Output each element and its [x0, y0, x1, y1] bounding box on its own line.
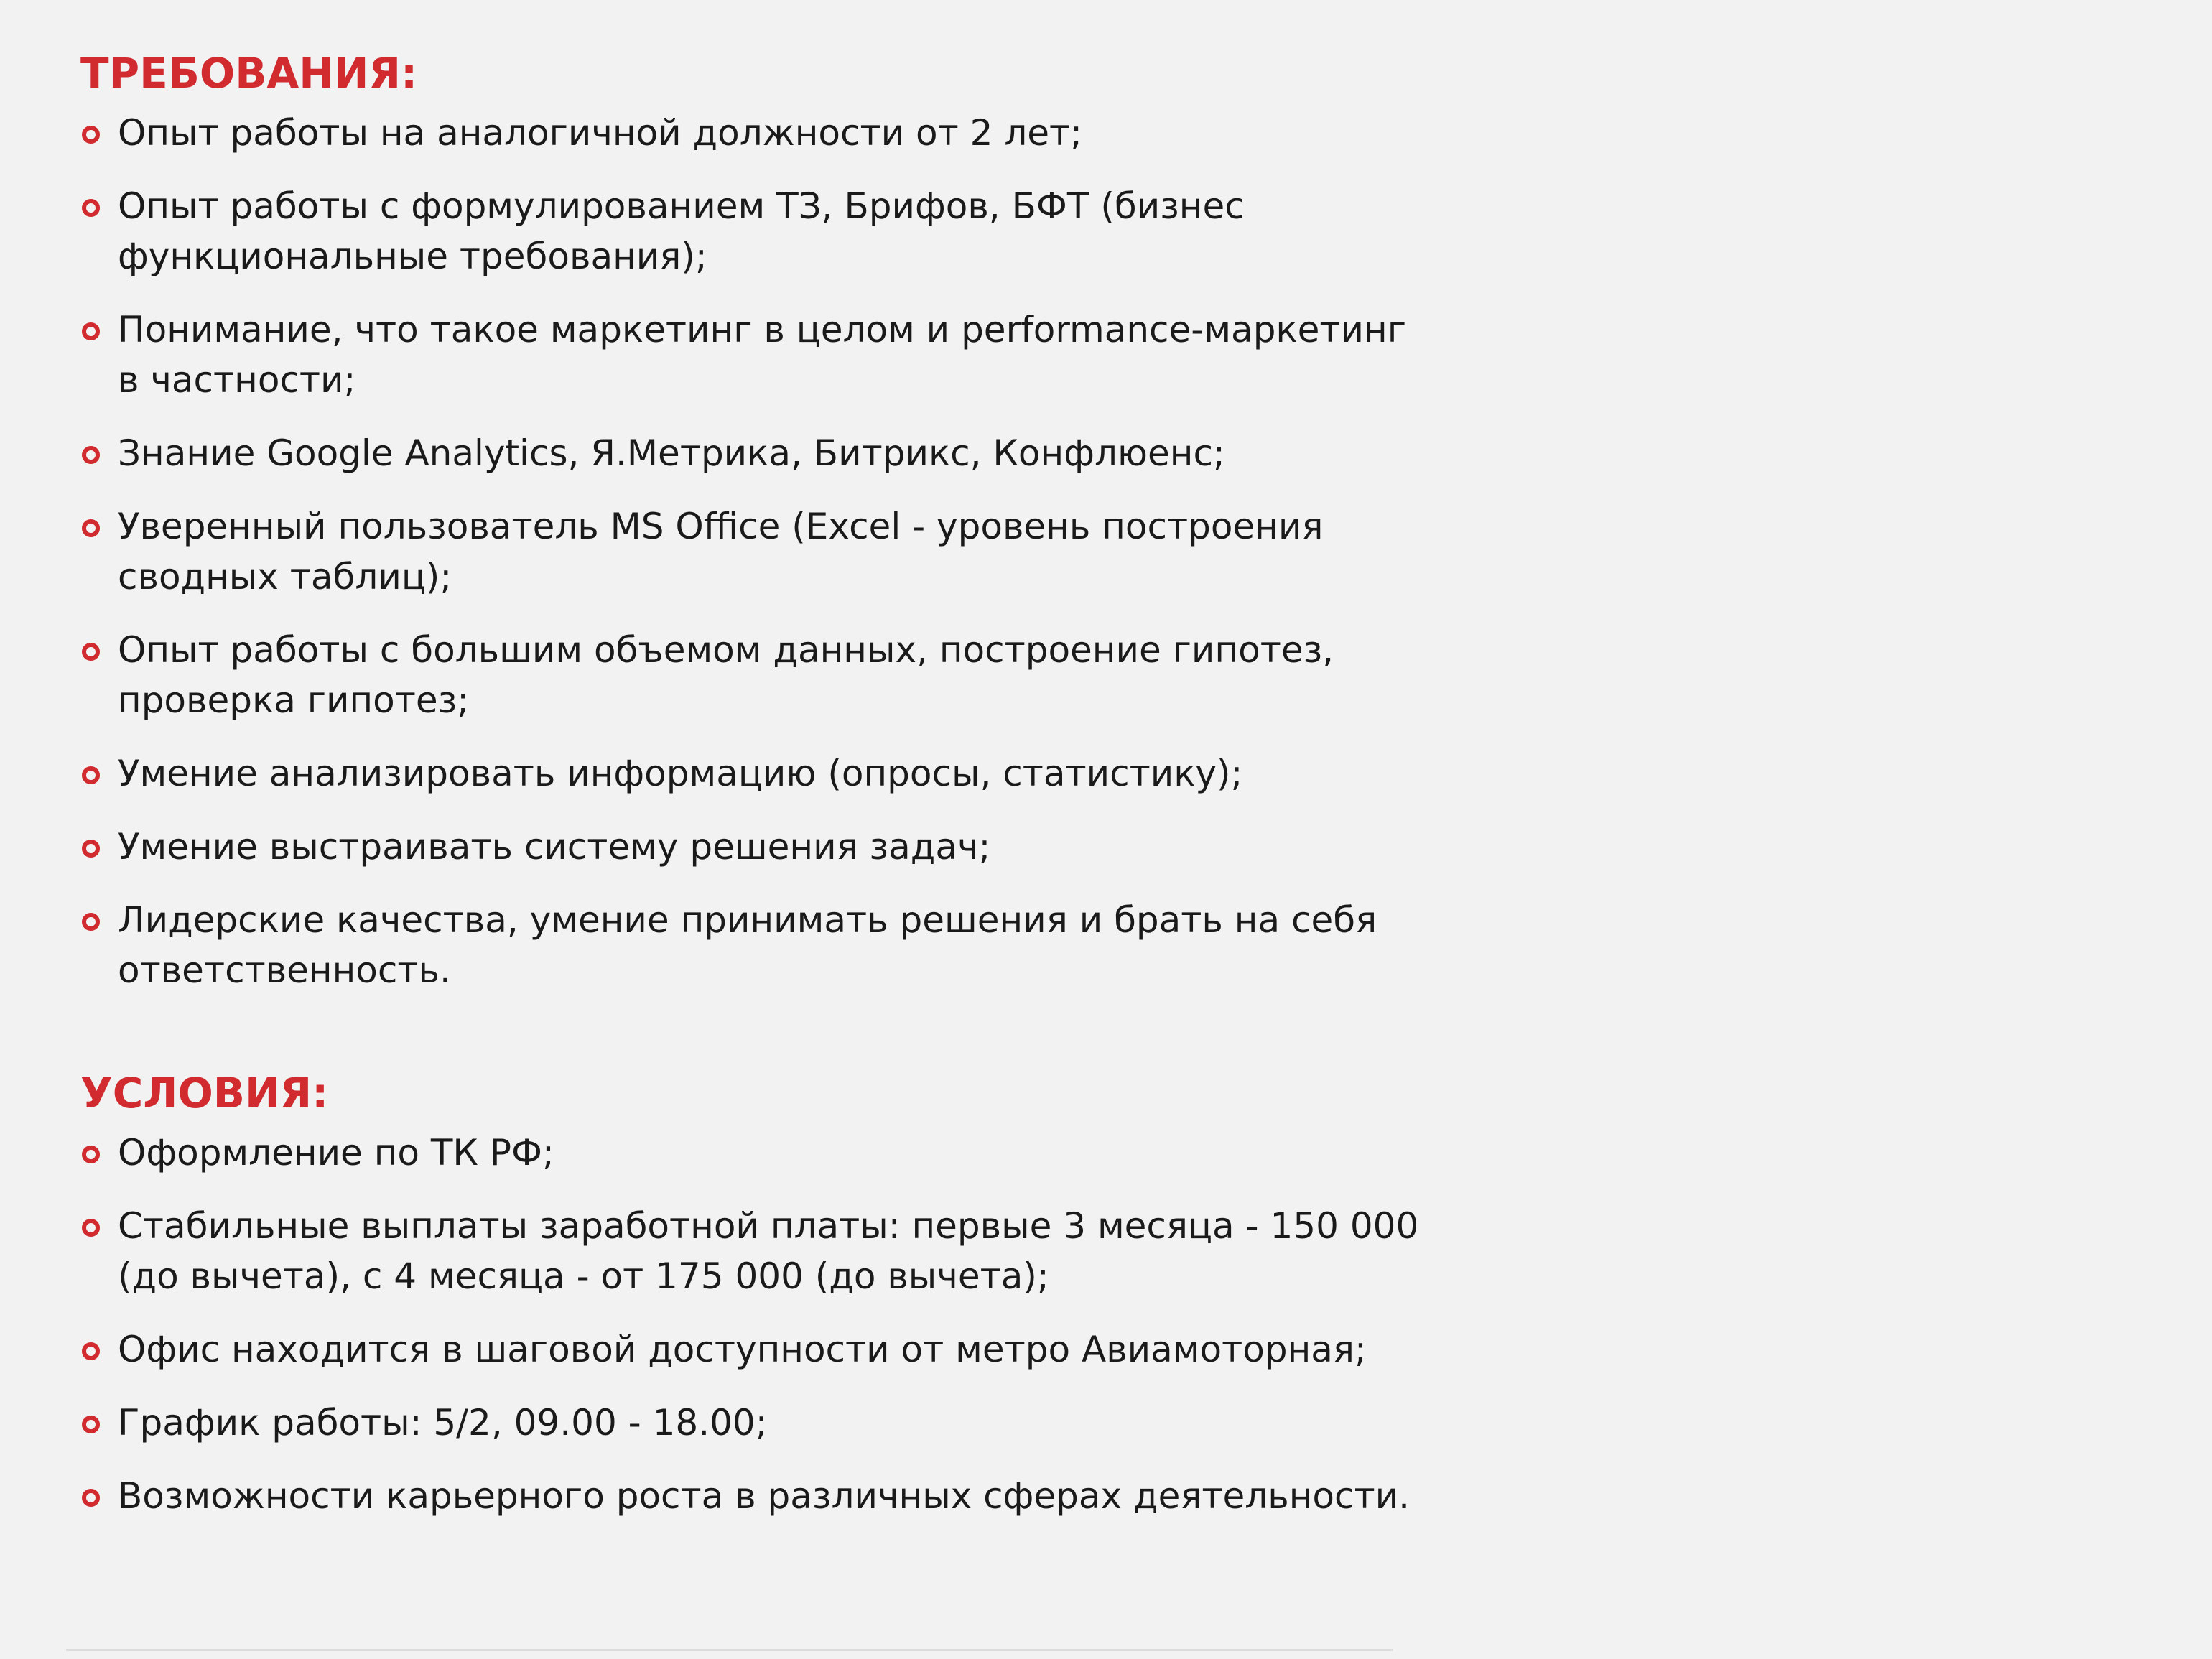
list-item-text: Умение анализировать информацию (опросы, статистику); [118, 753, 1243, 794]
list-item-text: Офис находится в шаговой доступности от метро Авиамоторная; [118, 1329, 1367, 1370]
circle-bullet-icon [82, 840, 100, 858]
requirements-list [80, 108, 1431, 995]
circle-bullet-icon [82, 1416, 100, 1433]
list-item-text: Опыт работы на аналогичной должности от 2 лет; [118, 112, 1083, 154]
circle-bullet-icon [82, 913, 100, 931]
list-item [80, 1471, 1431, 1521]
list-item-text: Умение выстраивать систему решения задач; [118, 826, 991, 868]
list-item [80, 108, 1431, 158]
list-item-text: Лидерские качества, умение принимать решения и брать на себя ответственность. [118, 899, 1377, 991]
list-item [80, 1201, 1431, 1301]
list-item-text: Уверенный пользователь MS Office (Excel - уровень построения сводных таблиц); [118, 506, 1324, 598]
list-item [80, 501, 1431, 602]
conditions-list [80, 1128, 1431, 1521]
list-item-text: Понимание, что такое маркетинг в целом и performance-маркетинг в частности; [118, 309, 1406, 401]
conditions-title: УСЛОВИЯ: [80, 1069, 329, 1117]
list-item-text: Опыт работы с формулированием ТЗ, Брифов, БФТ (бизнес функциональные требования); [118, 185, 1245, 277]
circle-bullet-icon [82, 126, 100, 144]
list-item [80, 625, 1431, 725]
list-item [80, 748, 1431, 799]
requirements-title: ТРЕБОВАНИЯ: [80, 49, 418, 98]
list-item-text: Опыт работы с большим объемом данных, построение гипотез, проверка гипотез; [118, 629, 1334, 721]
list-item [80, 895, 1431, 995]
circle-bullet-icon [82, 643, 100, 661]
list-item [80, 428, 1431, 478]
list-item [80, 1128, 1431, 1178]
list-item-text: Знание Google Analytics, Я.Метрика, Битрикс, Конфлюенс; [118, 432, 1225, 474]
circle-bullet-icon [82, 766, 100, 784]
requirements-section [80, 40, 1431, 995]
circle-bullet-icon [82, 199, 100, 217]
circle-bullet-icon [82, 1219, 100, 1237]
circle-bullet-icon [82, 1342, 100, 1360]
list-item [80, 181, 1431, 282]
list-item-text: График работы: 5/2, 09.00 - 18.00; [118, 1402, 768, 1444]
circle-bullet-icon [82, 1489, 100, 1507]
conditions-section [80, 1060, 1431, 1521]
circle-bullet-icon [82, 519, 100, 537]
circle-bullet-icon [82, 1146, 100, 1163]
list-item-text: Стабильные выплаты заработной платы: первые 3 месяца - 150 000 (до вычета), с 4 месяца - от 175 000 (до вычета); [118, 1205, 1419, 1297]
bottom-divider [66, 1649, 1393, 1651]
circle-bullet-icon [82, 322, 100, 340]
list-item [80, 1324, 1431, 1375]
section-spacer [80, 995, 1431, 1060]
list-item-text: Возможности карьерного роста в различных сферах деятельности. [118, 1475, 1411, 1517]
list-item-text: Оформление по ТК РФ; [118, 1132, 554, 1174]
list-item [80, 1398, 1431, 1448]
list-item [80, 305, 1431, 405]
list-item [80, 822, 1431, 872]
circle-bullet-icon [82, 446, 100, 464]
vacancy-details [80, 40, 1431, 1521]
